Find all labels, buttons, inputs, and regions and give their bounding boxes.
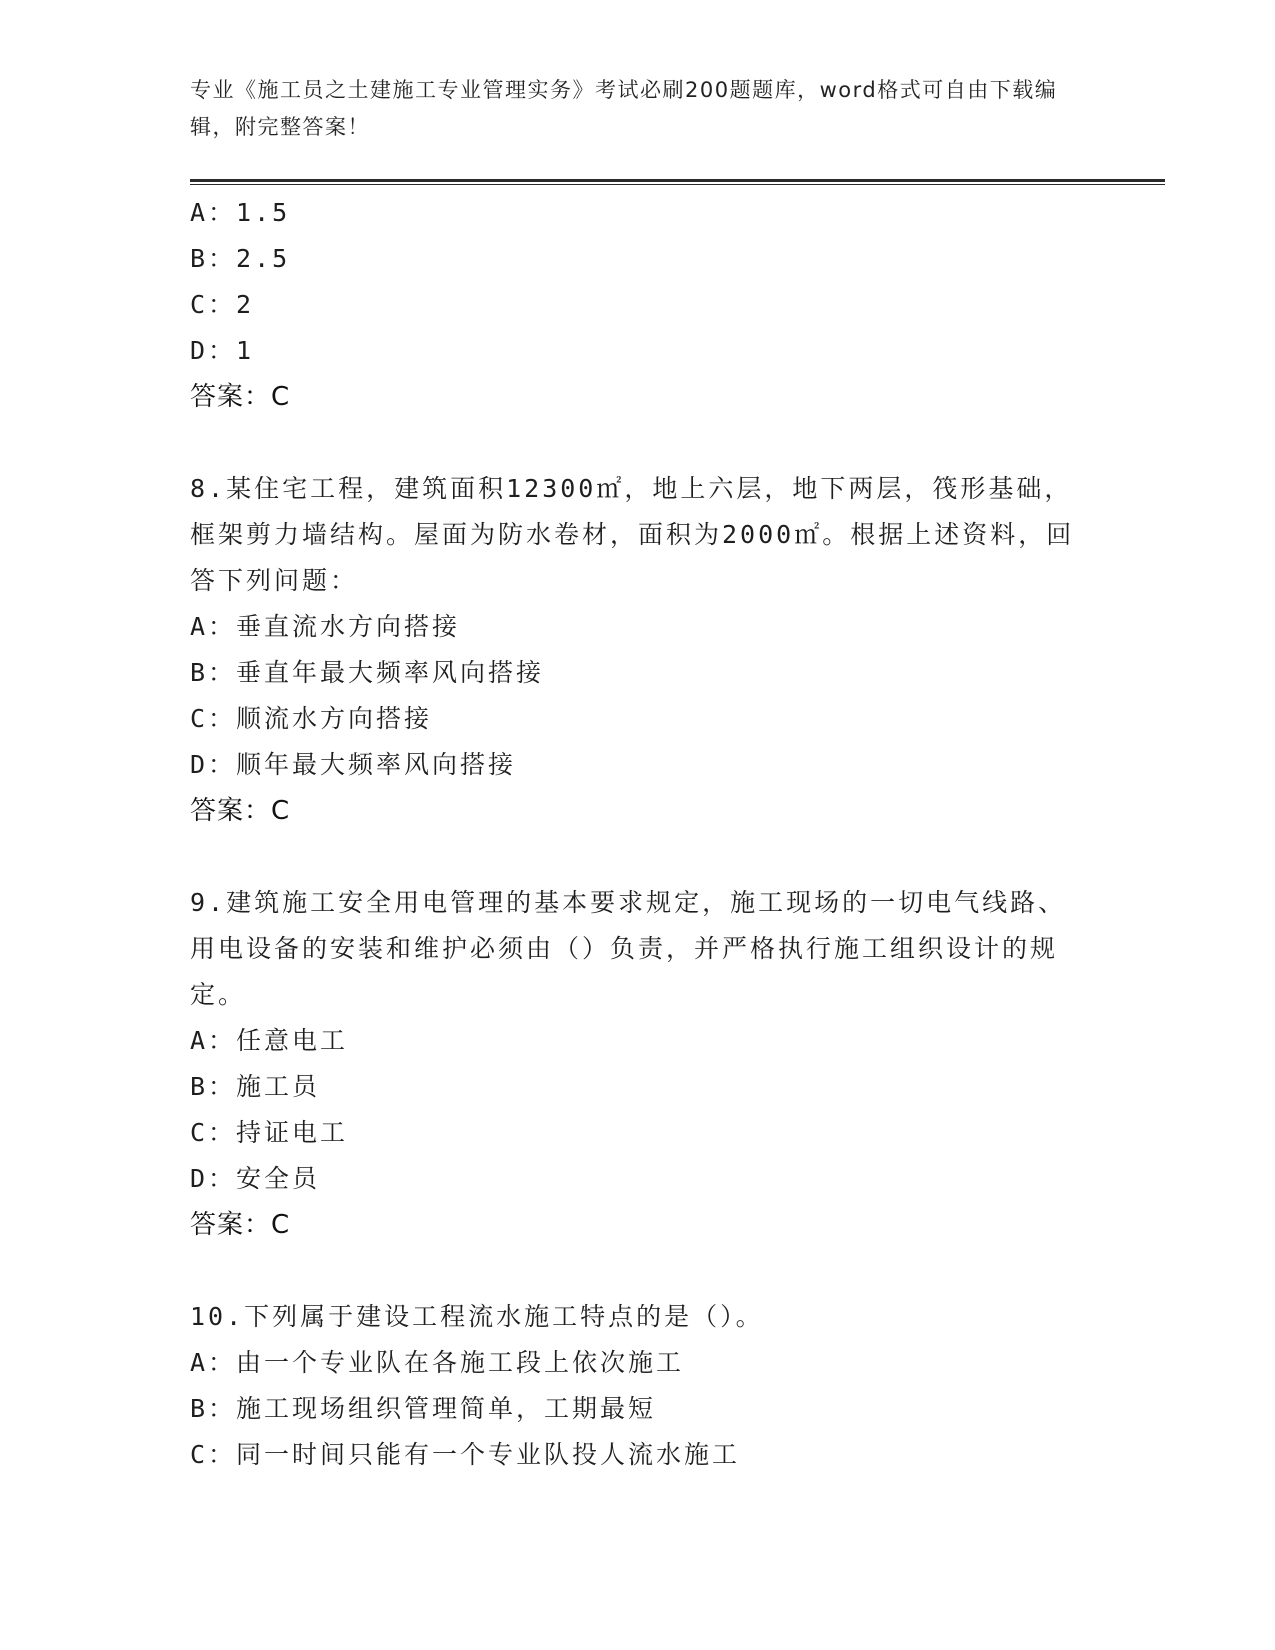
spacer (190, 1248, 1080, 1294)
question-9 (190, 880, 1080, 1248)
option-a: A：任意电工 (190, 1026, 349, 1055)
spacer (190, 420, 1080, 466)
question-8 (190, 466, 1080, 834)
option-b: B：2.5 (190, 244, 291, 273)
answer: 答案：C (190, 796, 291, 826)
option-b: B：施工员 (190, 1072, 321, 1101)
option-c: C：同一时间只能有一个专业队投人流水施工 (190, 1440, 741, 1469)
answer: 答案：C (190, 1210, 291, 1240)
header-divider-thick (190, 179, 1165, 182)
option-a: A：垂直流水方向搭接 (190, 612, 461, 641)
option-b: B：施工现场组织管理简单，工期最短 (190, 1394, 657, 1423)
question-list (190, 190, 1080, 1478)
option-c: C：顺流水方向搭接 (190, 704, 433, 733)
option-c: C：持证电工 (190, 1118, 349, 1147)
question-10 (190, 1294, 1080, 1478)
option-c: C：2 (190, 290, 255, 319)
option-b: B：垂直年最大频率风向搭接 (190, 658, 545, 687)
option-a: A：由一个专业队在各施工段上依次施工 (190, 1348, 685, 1377)
question-stem: 8.某住宅工程，建筑面积12300㎡，地上六层，地下两层，筏形基础，框架剪力墙结构。屋面为防水卷材，面积为2000㎡。根据上述资料，回答下列问题： (190, 474, 1075, 595)
option-a: A：1.5 (190, 198, 291, 227)
option-d: D：安全员 (190, 1164, 321, 1193)
document-header: 专业《施工员之土建施工专业管理实务》考试必刷200题题库，word格式可自由下载编辑，附完整答案！ (190, 78, 1058, 139)
answer: 答案：C (190, 382, 291, 412)
question-7 (190, 190, 1080, 420)
option-d: D：1 (190, 336, 255, 365)
spacer (190, 834, 1080, 880)
question-stem: 10.下列属于建设工程流水施工特点的是（）。 (190, 1302, 764, 1331)
header-divider-thin (190, 184, 1165, 185)
question-stem: 9.建筑施工安全用电管理的基本要求规定，施工现场的一切电气线路、用电设备的安装和维护必须由（）负责，并严格执行施工组织设计的规定。 (190, 888, 1067, 1009)
option-d: D：顺年最大频率风向搭接 (190, 750, 517, 779)
